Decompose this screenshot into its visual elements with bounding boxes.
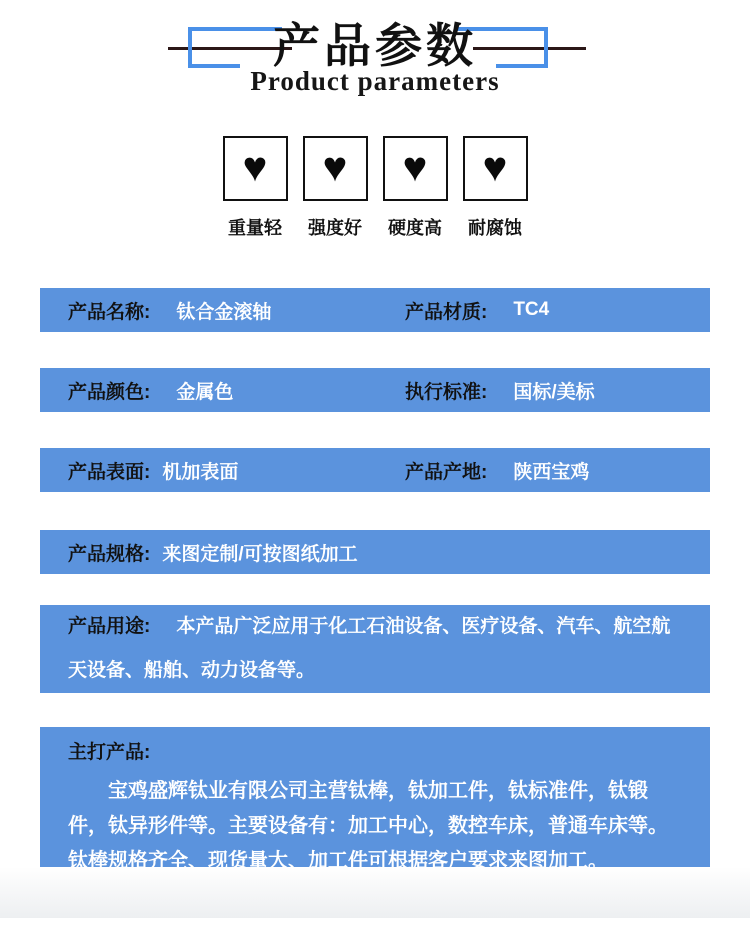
spec-cell <box>405 297 549 324</box>
heart-icon: ♥ <box>242 142 268 190</box>
feature-icon-box <box>463 136 528 201</box>
spec-label: 产品产地: <box>405 461 488 483</box>
spec-value: 机加表面 <box>162 461 239 483</box>
spec-row-name-material <box>40 288 710 332</box>
feature-list <box>0 136 750 240</box>
spec-cell <box>68 297 405 324</box>
spec-label: 产品规格: <box>68 543 151 565</box>
spec-label: 产品名称: <box>68 301 151 323</box>
spec-value: 国标/美标 <box>513 381 595 403</box>
feature-item <box>383 136 448 240</box>
spec-table <box>40 288 710 872</box>
spec-value: 来图定制/可按图纸加工 <box>162 543 358 565</box>
spec-label: 产品材质: <box>405 301 488 323</box>
spec-value: TC4 <box>513 299 550 320</box>
feature-icon-box <box>383 136 448 201</box>
spec-row-specification <box>40 530 710 574</box>
heart-icon: ♥ <box>322 142 348 190</box>
spec-row-surface-origin <box>40 448 710 492</box>
feature-item <box>223 136 288 240</box>
spec-cell <box>405 457 589 484</box>
feature-icon-box <box>303 136 368 201</box>
feature-icon-box <box>223 136 288 201</box>
main-products-paragraph: 宝鸡盛辉钛业有限公司主营钛棒，钛加工件，钛标准件，钛锻件，钛异形件等。主要设备有：加工中心，数控车床，普通车床等。钛棒规格齐全、现货量大、加工件可根据客户要求来图加工。 <box>68 780 668 872</box>
feature-item <box>463 136 528 240</box>
spec-cell <box>68 539 358 566</box>
page-title: 产品参数 <box>273 19 477 72</box>
spec-label: 执行标准: <box>405 381 488 403</box>
spec-value: 钛合金滚轴 <box>176 301 272 323</box>
feature-label: 强度好 <box>308 218 362 238</box>
main-products-label: 主打产品: <box>68 742 151 763</box>
feature-label: 耐腐蚀 <box>468 218 522 238</box>
page-header <box>0 14 750 114</box>
feature-item <box>303 136 368 240</box>
spec-value: 本产品广泛应用于化工石油设备、医疗设备、汽车、航空航天设备、船舶、动力设备等。 <box>68 616 671 681</box>
spec-value: 金属色 <box>176 381 234 403</box>
heart-icon: ♥ <box>402 142 428 190</box>
spec-row-usage <box>40 605 710 693</box>
spec-label: 产品颜色: <box>68 381 151 403</box>
main-products-block <box>40 727 710 872</box>
spec-cell <box>68 457 405 484</box>
spec-label: 产品用途: <box>68 616 151 637</box>
spec-cell <box>68 377 405 404</box>
spec-value: 陕西宝鸡 <box>513 461 590 483</box>
heart-icon: ♥ <box>482 142 508 190</box>
spec-label: 产品表面: <box>68 461 151 483</box>
feature-label: 重量轻 <box>228 218 282 238</box>
feature-label: 硬度高 <box>388 218 442 238</box>
page-subtitle: Product parameters <box>250 66 500 96</box>
spec-row-color-standard <box>40 368 710 412</box>
spec-cell <box>405 377 595 404</box>
